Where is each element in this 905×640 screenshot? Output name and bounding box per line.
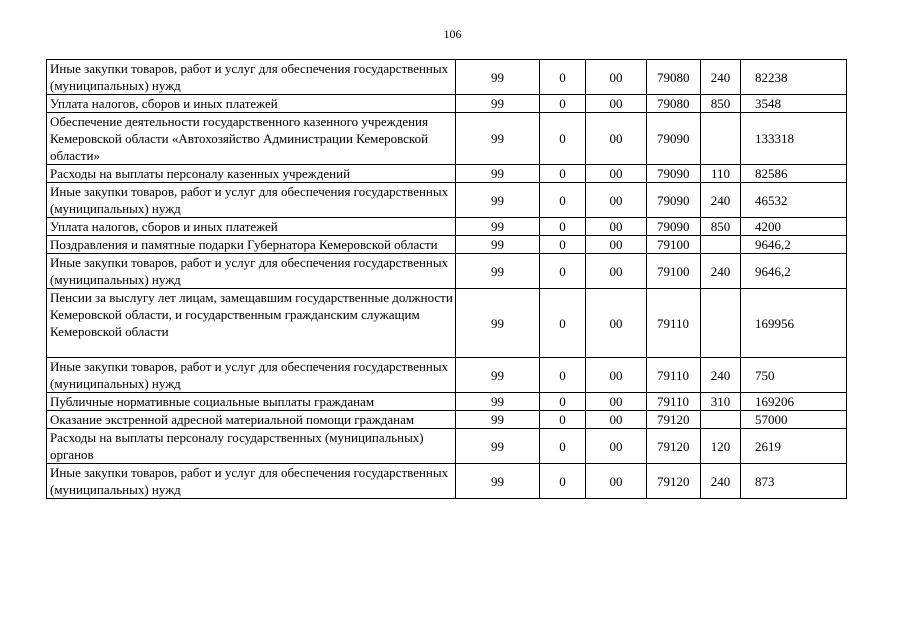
amount-cell: 750 [741, 358, 847, 393]
table-row [47, 218, 847, 236]
table-row [47, 358, 847, 393]
article-code-cell: 79120 [647, 411, 701, 429]
amount-cell: 57000 [741, 411, 847, 429]
article-code-cell: 79080 [647, 95, 701, 113]
program-code-cell: 00 [586, 183, 647, 218]
subsection-code-cell: 0 [540, 95, 586, 113]
row-name-cell: Иные закупки товаров, работ и услуг для обеспечения государственных (муниципальных) нужд [47, 358, 456, 393]
subsection-code-cell: 0 [540, 411, 586, 429]
subsection-code-cell: 0 [540, 60, 586, 95]
table-row [47, 113, 847, 165]
article-code-cell: 79100 [647, 254, 701, 289]
expense-type-cell: 850 [701, 218, 741, 236]
program-code-cell: 00 [586, 464, 647, 499]
table-row [47, 236, 847, 254]
budget-table [46, 59, 847, 499]
article-code-cell: 79110 [647, 393, 701, 411]
article-code-cell: 79120 [647, 464, 701, 499]
subsection-code-cell: 0 [540, 254, 586, 289]
article-code-cell: 79090 [647, 165, 701, 183]
expense-type-cell: 110 [701, 165, 741, 183]
amount-cell: 133318 [741, 113, 847, 165]
table-row [47, 165, 847, 183]
subsection-code-cell: 0 [540, 218, 586, 236]
amount-cell: 46532 [741, 183, 847, 218]
row-name-cell: Расходы на выплаты персоналу государственных (муниципальных) органов [47, 429, 456, 464]
amount-cell: 873 [741, 464, 847, 499]
section-code-cell: 99 [456, 429, 540, 464]
subsection-code-cell: 0 [540, 429, 586, 464]
row-name-cell: Иные закупки товаров, работ и услуг для обеспечения государственных (муниципальных) нужд [47, 254, 456, 289]
section-code-cell: 99 [456, 358, 540, 393]
article-code-cell: 79090 [647, 183, 701, 218]
program-code-cell: 00 [586, 429, 647, 464]
subsection-code-cell: 0 [540, 358, 586, 393]
expense-type-cell [701, 113, 741, 165]
section-code-cell: 99 [456, 218, 540, 236]
expense-type-cell: 240 [701, 254, 741, 289]
row-name-cell: Оказание экстренной адресной материальной помощи гражданам [47, 411, 456, 429]
article-code-cell: 79090 [647, 113, 701, 165]
amount-cell: 2619 [741, 429, 847, 464]
row-name-cell: Расходы на выплаты персоналу казенных учреждений [47, 165, 456, 183]
page-number: 106 [443, 27, 462, 41]
row-name-cell: Обеспечение деятельности государственного казенного учреждения Кемеровской области «Автохозяйство Администрации Кемеровской области» [47, 113, 456, 165]
expense-type-cell [701, 289, 741, 358]
program-code-cell: 00 [586, 113, 647, 165]
section-code-cell: 99 [456, 254, 540, 289]
amount-cell: 9646,2 [741, 236, 847, 254]
row-name-cell: Уплата налогов, сборов и иных платежей [47, 95, 456, 113]
table-row [47, 289, 847, 358]
amount-cell: 3548 [741, 95, 847, 113]
article-code-cell: 79080 [647, 60, 701, 95]
program-code-cell: 00 [586, 218, 647, 236]
article-code-cell: 79120 [647, 429, 701, 464]
program-code-cell: 00 [586, 60, 647, 95]
table-row [47, 429, 847, 464]
amount-cell: 9646,2 [741, 254, 847, 289]
row-name-cell: Пенсии за выслугу лет лицам, замещавшим государственные должности Кемеровской области, и государственным гражданским служащим Кемеровской области [47, 289, 456, 358]
program-code-cell: 00 [586, 254, 647, 289]
expense-type-cell: 310 [701, 393, 741, 411]
section-code-cell: 99 [456, 411, 540, 429]
subsection-code-cell: 0 [540, 236, 586, 254]
subsection-code-cell: 0 [540, 165, 586, 183]
subsection-code-cell: 0 [540, 464, 586, 499]
section-code-cell: 99 [456, 183, 540, 218]
program-code-cell: 00 [586, 393, 647, 411]
amount-cell: 4200 [741, 218, 847, 236]
table-row [47, 411, 847, 429]
expense-type-cell: 240 [701, 358, 741, 393]
article-code-cell: 79110 [647, 289, 701, 358]
program-code-cell: 00 [586, 236, 647, 254]
expense-type-cell: 240 [701, 60, 741, 95]
table-row [47, 183, 847, 218]
expense-type-cell: 240 [701, 464, 741, 499]
expense-type-cell [701, 411, 741, 429]
row-name-cell: Уплата налогов, сборов и иных платежей [47, 218, 456, 236]
article-code-cell: 79100 [647, 236, 701, 254]
subsection-code-cell: 0 [540, 289, 586, 358]
row-name-cell: Поздравления и памятные подарки Губернатора Кемеровской области [47, 236, 456, 254]
row-name-cell: Иные закупки товаров, работ и услуг для обеспечения государственных (муниципальных) нужд [47, 464, 456, 499]
table-row [47, 60, 847, 95]
subsection-code-cell: 0 [540, 393, 586, 411]
row-name-cell: Иные закупки товаров, работ и услуг для обеспечения государственных (муниципальных) нужд [47, 60, 456, 95]
section-code-cell: 99 [456, 393, 540, 411]
row-name-cell: Публичные нормативные социальные выплаты гражданам [47, 393, 456, 411]
section-code-cell: 99 [456, 289, 540, 358]
section-code-cell: 99 [456, 236, 540, 254]
section-code-cell: 99 [456, 165, 540, 183]
amount-cell: 169206 [741, 393, 847, 411]
amount-cell: 82586 [741, 165, 847, 183]
amount-cell: 169956 [741, 289, 847, 358]
program-code-cell: 00 [586, 358, 647, 393]
row-name-cell: Иные закупки товаров, работ и услуг для обеспечения государственных (муниципальных) нужд [47, 183, 456, 218]
amount-cell: 82238 [741, 60, 847, 95]
table-row [47, 95, 847, 113]
expense-type-cell [701, 236, 741, 254]
table-row [47, 464, 847, 499]
table-row [47, 254, 847, 289]
expense-type-cell: 240 [701, 183, 741, 218]
program-code-cell: 00 [586, 411, 647, 429]
section-code-cell: 99 [456, 95, 540, 113]
section-code-cell: 99 [456, 60, 540, 95]
table-row [47, 393, 847, 411]
article-code-cell: 79110 [647, 358, 701, 393]
program-code-cell: 00 [586, 165, 647, 183]
expense-type-cell: 850 [701, 95, 741, 113]
article-code-cell: 79090 [647, 218, 701, 236]
program-code-cell: 00 [586, 289, 647, 358]
program-code-cell: 00 [586, 95, 647, 113]
section-code-cell: 99 [456, 113, 540, 165]
subsection-code-cell: 0 [540, 183, 586, 218]
section-code-cell: 99 [456, 464, 540, 499]
subsection-code-cell: 0 [540, 113, 586, 165]
expense-type-cell: 120 [701, 429, 741, 464]
